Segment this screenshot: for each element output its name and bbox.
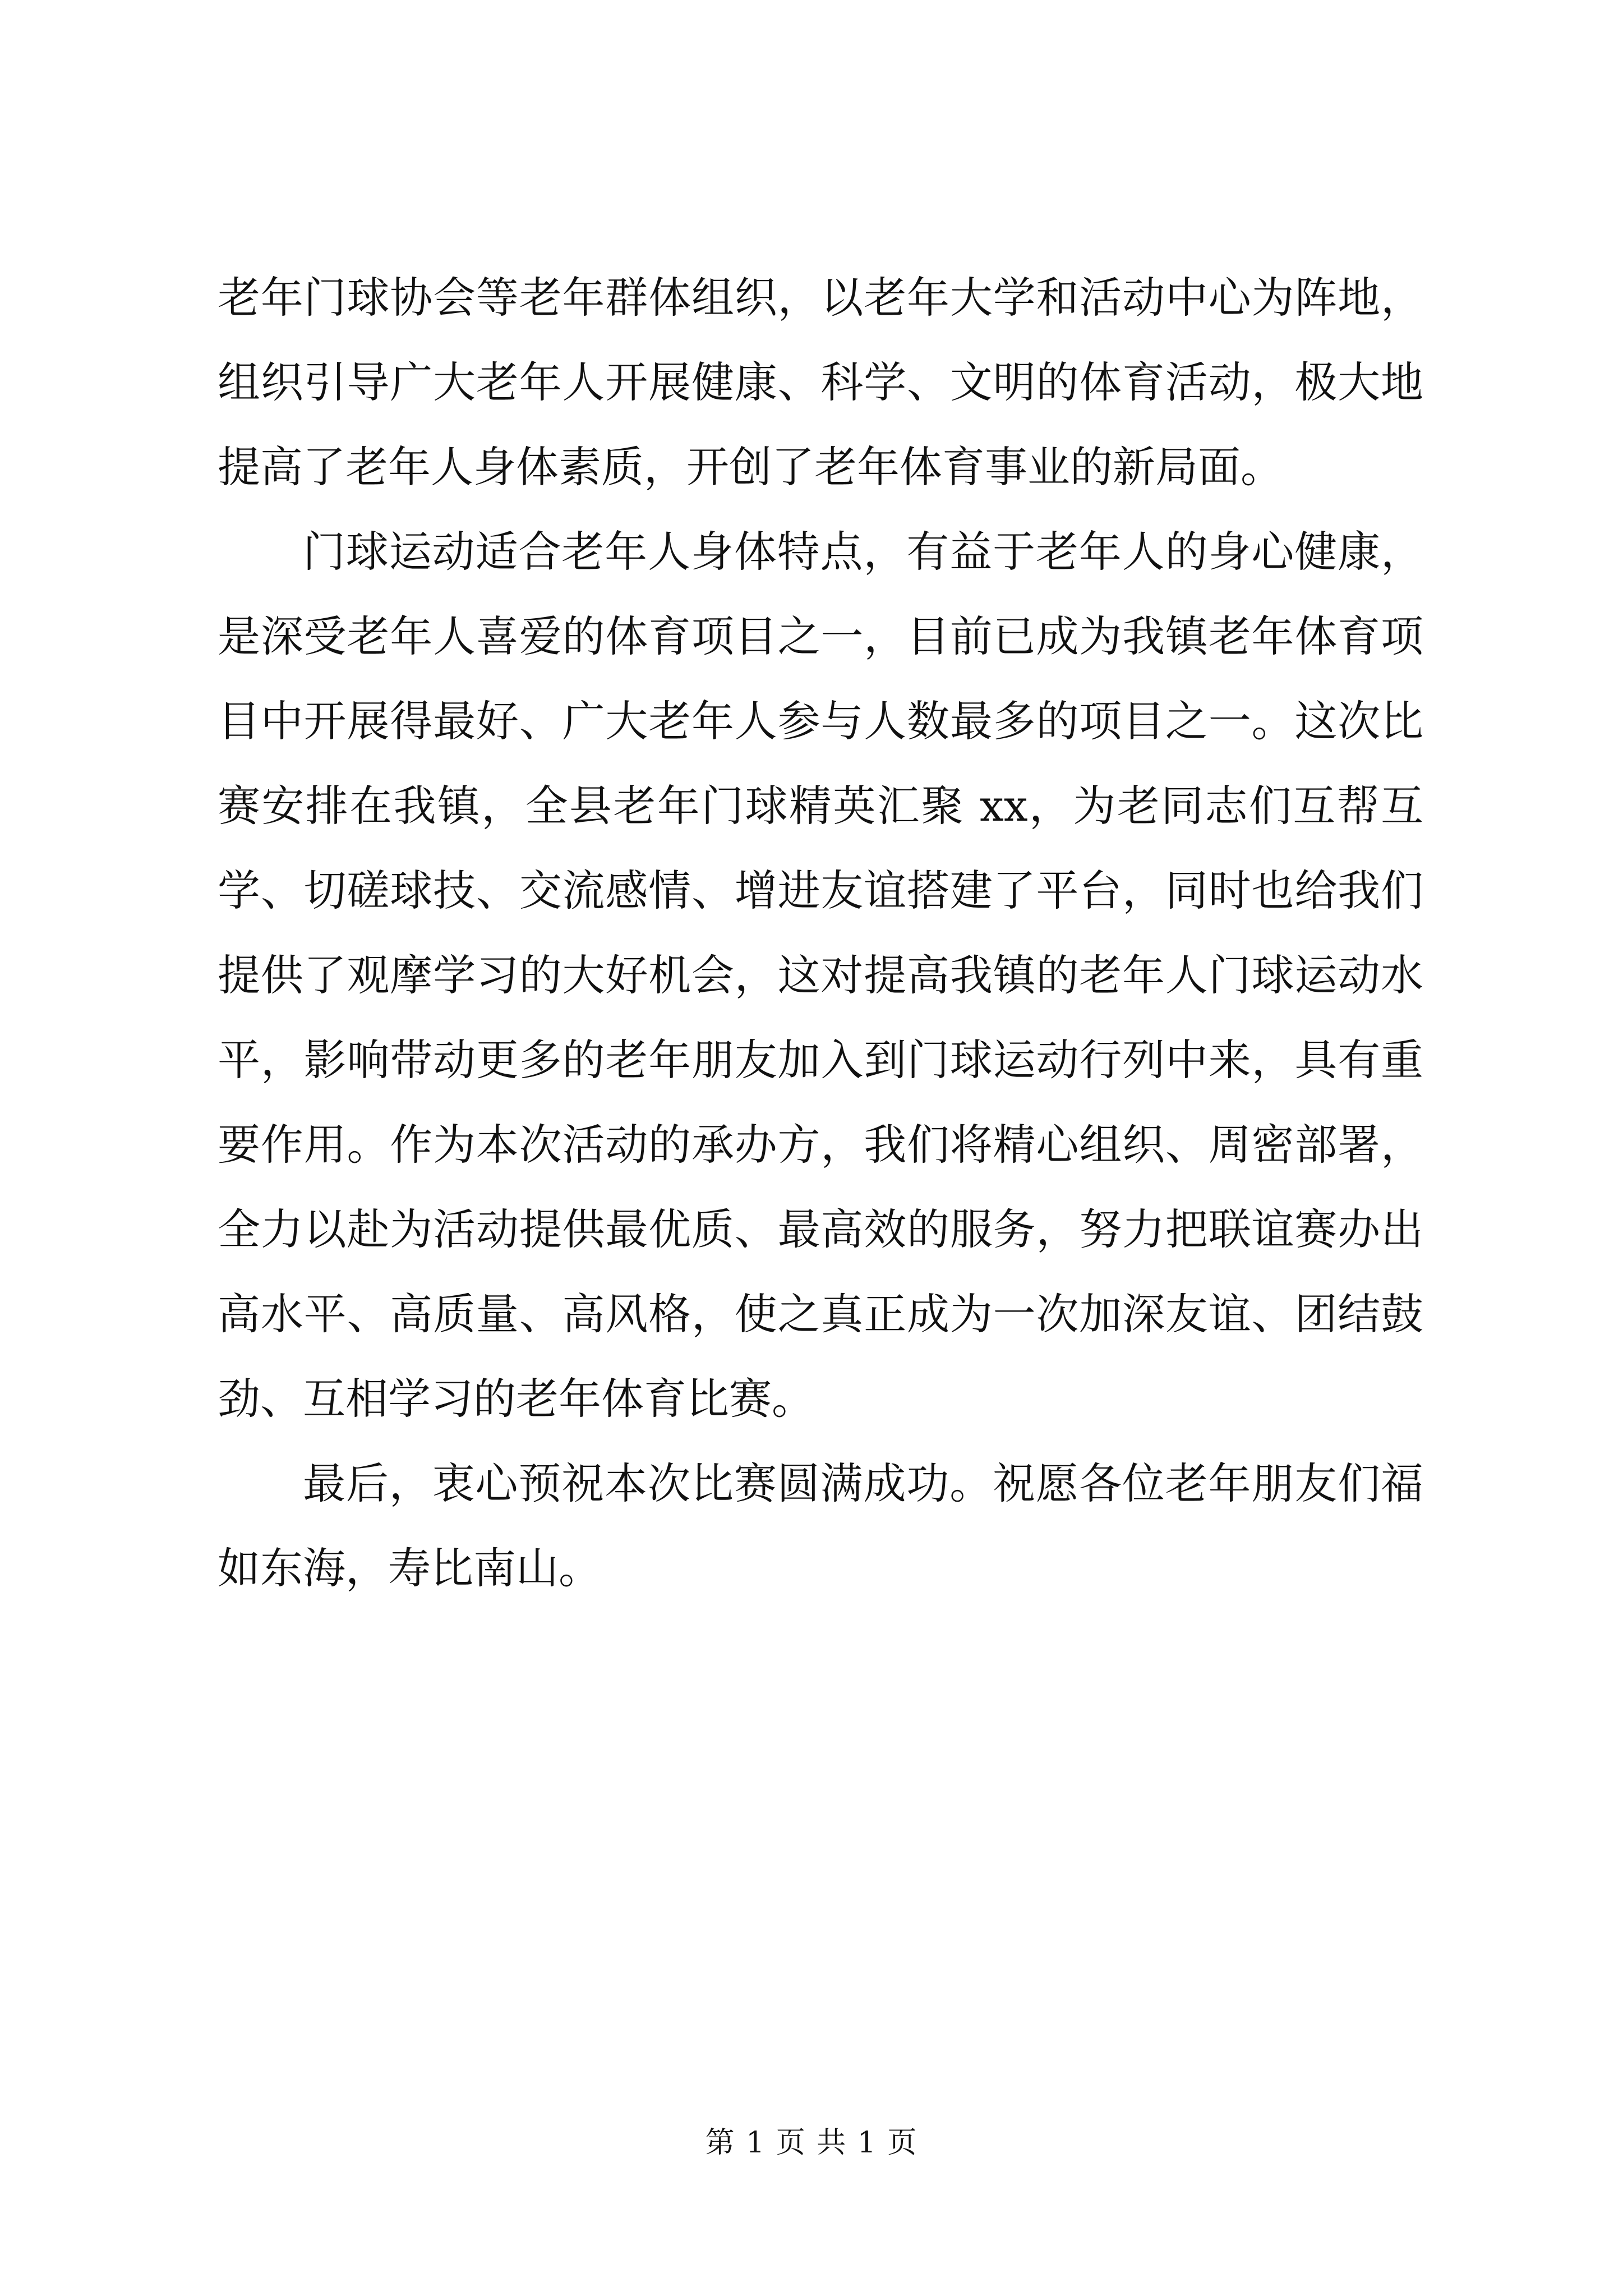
text-line: 组织引导广大老年人开展健康、科学、文明的体育活动，极大地 xyxy=(218,357,1423,407)
text-line: 高水平、高质量、高风格，使之真正成为一次加深友谊、团结鼓 xyxy=(218,1289,1423,1339)
text-line: 老年门球协会等老年群体组织，以老年大学和活动中心为阵地， xyxy=(218,273,1423,323)
text-line: 提供了观摩学习的大好机会，这对提高我镇的老年人门球运动水 xyxy=(218,950,1423,1000)
text-line: 最后，衷心预祝本次比赛圆满成功。祝愿各位老年朋友们福 xyxy=(303,1458,1423,1508)
document-body xyxy=(218,255,1423,1611)
page-number-footer: 第 1 页 共 1 页 xyxy=(705,2126,918,2160)
paragraph-1 xyxy=(218,255,1423,509)
paragraph-2 xyxy=(218,509,1423,1441)
text-line: 门球运动适合老年人身体特点，有益于老年人的身心健康， xyxy=(303,527,1423,577)
text-line: 是深受老年人喜爱的体育项目之一，目前已成为我镇老年体育项 xyxy=(218,611,1423,661)
text-line: 学、切磋球技、交流感情、增进友谊搭建了平台，同时也给我们 xyxy=(218,866,1423,915)
text-line: 赛安排在我镇，全县老年门球精英汇聚 xx，为老同志们互帮互 xyxy=(218,781,1423,831)
paragraph-3 xyxy=(218,1441,1423,1611)
text-line: 目中开展得最好、广大老年人参与人数最多的项目之一。这次比 xyxy=(218,696,1423,746)
text-line: 提高了老年人身体素质，开创了老年体育事业的新局面。 xyxy=(218,442,1283,492)
text-line: 劲、互相学习的老年体育比赛。 xyxy=(218,1374,814,1424)
text-line: 要作用。作为本次活动的承办方，我们将精心组织、周密部署， xyxy=(218,1120,1423,1170)
text-line: 全力以赴为活动提供最优质、最高效的服务，努力把联谊赛办出 xyxy=(218,1204,1423,1254)
text-line: 平，影响带动更多的老年朋友加入到门球运动行列中来，具有重 xyxy=(218,1035,1423,1085)
text-line: 如东海，寿比南山。 xyxy=(218,1543,601,1593)
